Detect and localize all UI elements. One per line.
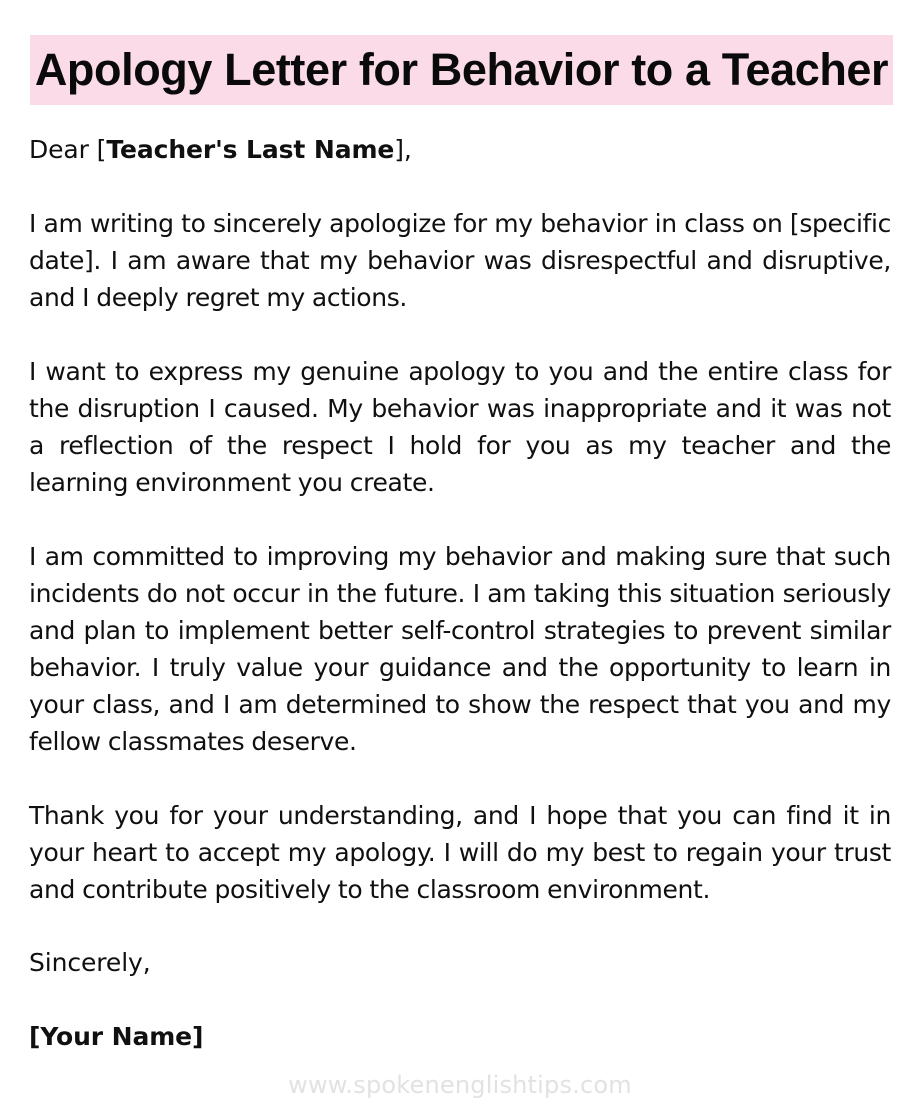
letter-paragraph-3: I am committed to improving my behavior and making sure that such incidents do not occur in the future. I am taking this situation seriously and plan to implement better self-control strategies to prevent similar behavior. I truly value your guidance and the opportunity to learn in your class, and I am determined to show the respect that you and my fellow classmates deserve. (29, 542, 891, 756)
spacer (29, 760, 891, 797)
spacer (29, 316, 891, 353)
page-title: Apology Letter for Behavior to a Teacher (34, 44, 889, 95)
salutation-suffix: ], (394, 135, 412, 164)
spacer (29, 168, 891, 205)
salutation-prefix: Dear [ (29, 135, 107, 164)
salutation-placeholder: Teacher's Last Name (106, 135, 395, 164)
spacer (29, 981, 891, 1018)
letter-paragraph-4: Thank you for your understanding, and I hope that you can find it in your heart to accept my apology. I will do my best to regain your trust and contribute positively to the classroom environment. (29, 801, 891, 904)
salutation-line (29, 131, 891, 168)
title-banner (30, 35, 893, 105)
spacer (29, 908, 891, 944)
letter-body (29, 131, 891, 1055)
signature-placeholder: [Your Name] (29, 1022, 204, 1051)
spacer (29, 501, 891, 538)
letter-paragraph-1: I am writing to sincerely apologize for my behavior in class on [specific date]. I am aware that my behavior was disrespectful and disruptive, and I deeply regret my actions. (29, 209, 891, 312)
letter-paragraph-2: I want to express my genuine apology to you and the entire class for the disruption I caused. My behavior was inappropriate and it was not a reflection of the respect I hold for you as my teacher and the learning environment you create. (29, 357, 891, 497)
site-watermark: www.spokenenglishtips.com (288, 1071, 632, 1099)
closing-line: Sincerely, (29, 948, 151, 977)
